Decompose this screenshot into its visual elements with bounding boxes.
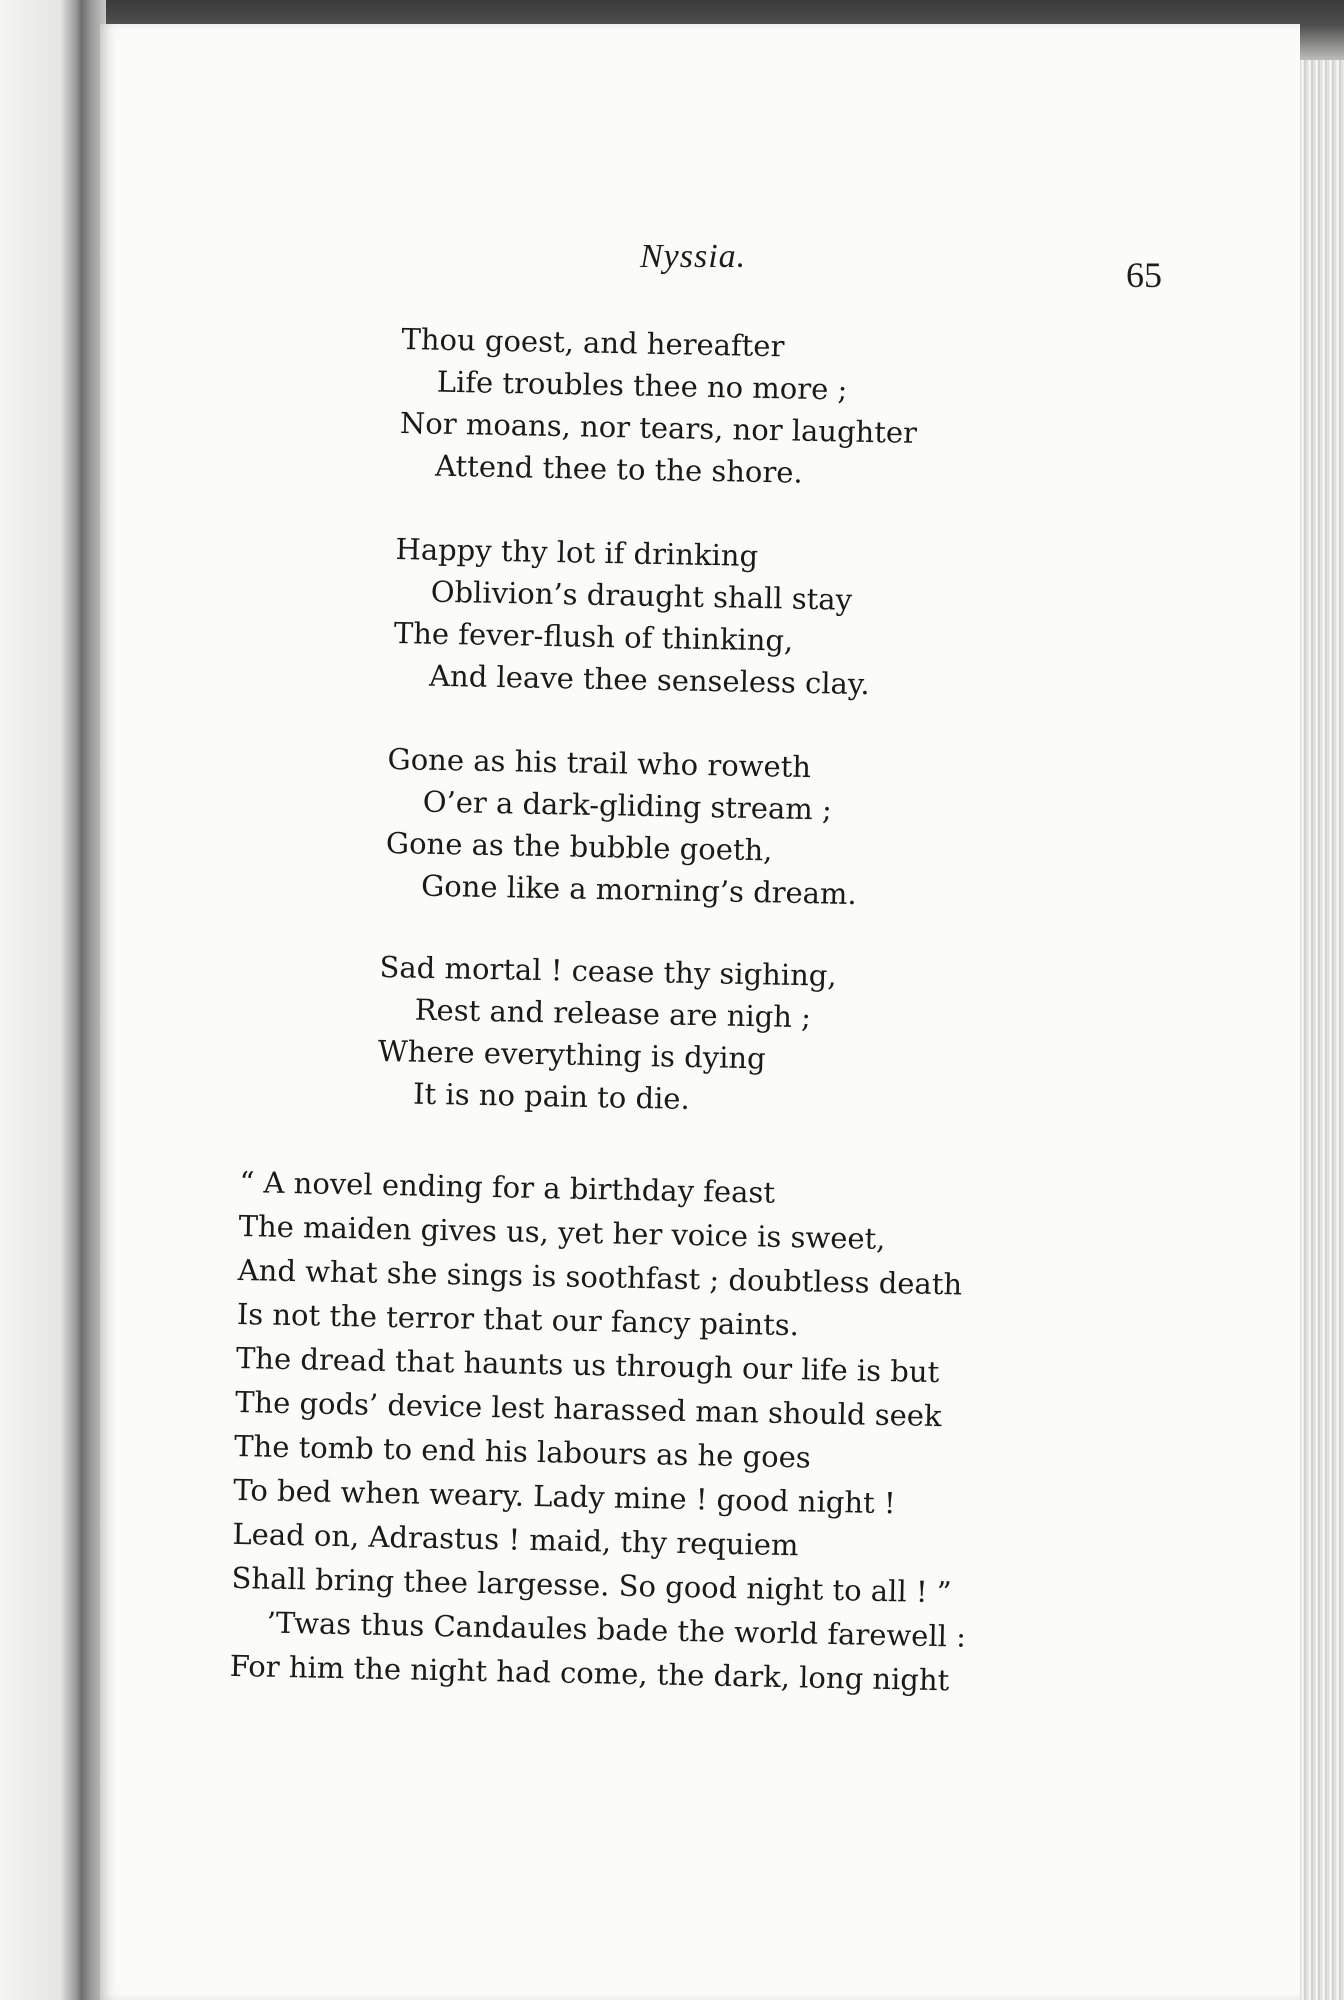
verse-line: Rest and release are nigh ;	[414, 992, 812, 1035]
verse-line: The gods’ device lest harassed man should seek	[234, 1384, 942, 1434]
verse-line: Gone like a morning’s dream.	[420, 868, 858, 912]
verse-line: The tomb to end his labours as he goes	[233, 1428, 812, 1475]
verse-line: Shall bring thee largesse. So good night to all ! ”	[231, 1560, 952, 1610]
stanza	[393, 528, 873, 705]
verse-line: The fever-flush of thinking,	[393, 615, 794, 658]
verse-line: Gone as his trail who roweth	[387, 741, 812, 785]
verse-line: The dread that haunts us through our life is but	[235, 1340, 940, 1390]
verse-line: Attend thee to the shore.	[434, 448, 803, 490]
verse-line: And leave thee senseless clay.	[428, 658, 870, 702]
verse-line: Lead on, Adrastus ! maid, thy requiem	[232, 1516, 799, 1563]
verse-line: To bed when weary. Lady mine ! good night !	[233, 1472, 896, 1521]
verse-line: It is no pain to die.	[412, 1076, 691, 1116]
stanza	[399, 318, 919, 496]
verse-line: Thou goest, and hereafter	[401, 321, 785, 364]
verse-line: ’Twas thus Candaules bade the world farewell :	[266, 1605, 967, 1654]
running-head: Nyssia.	[640, 238, 747, 275]
verse-line: “ A novel ending for a birthday feast	[239, 1164, 776, 1210]
verse-line: Oblivion’s draught shall stay	[430, 574, 853, 617]
verse-line: Life troubles thee no more ;	[436, 364, 848, 407]
verse-line: Gone as the bubble goeth,	[385, 825, 773, 868]
verse-line: Is not the terror that our fancy paints.	[236, 1296, 800, 1343]
page-number: 65	[1126, 255, 1162, 295]
verse-line: O’er a dark-gliding stream ;	[422, 784, 833, 827]
verse-line: Happy thy lot if drinking	[395, 531, 759, 573]
verse-line: And what she sings is soothfast ; doubtless death	[237, 1252, 963, 1302]
page-edges	[1300, 60, 1344, 2000]
stanza	[385, 738, 860, 915]
verse-line: The maiden gives us, yet her voice is sweet,	[238, 1208, 886, 1256]
verse-line: Where everything is dying	[377, 1033, 766, 1076]
stanza	[377, 946, 837, 1123]
blank-verse-passage	[229, 1160, 975, 1703]
verse-line: Sad mortal ! cease thy sighing,	[379, 949, 837, 993]
verse-line: Nor moans, nor tears, nor laughter	[399, 405, 918, 450]
verse-line: For him the night had come, the dark, long night	[229, 1648, 950, 1698]
facing-page-edge	[0, 0, 82, 2000]
